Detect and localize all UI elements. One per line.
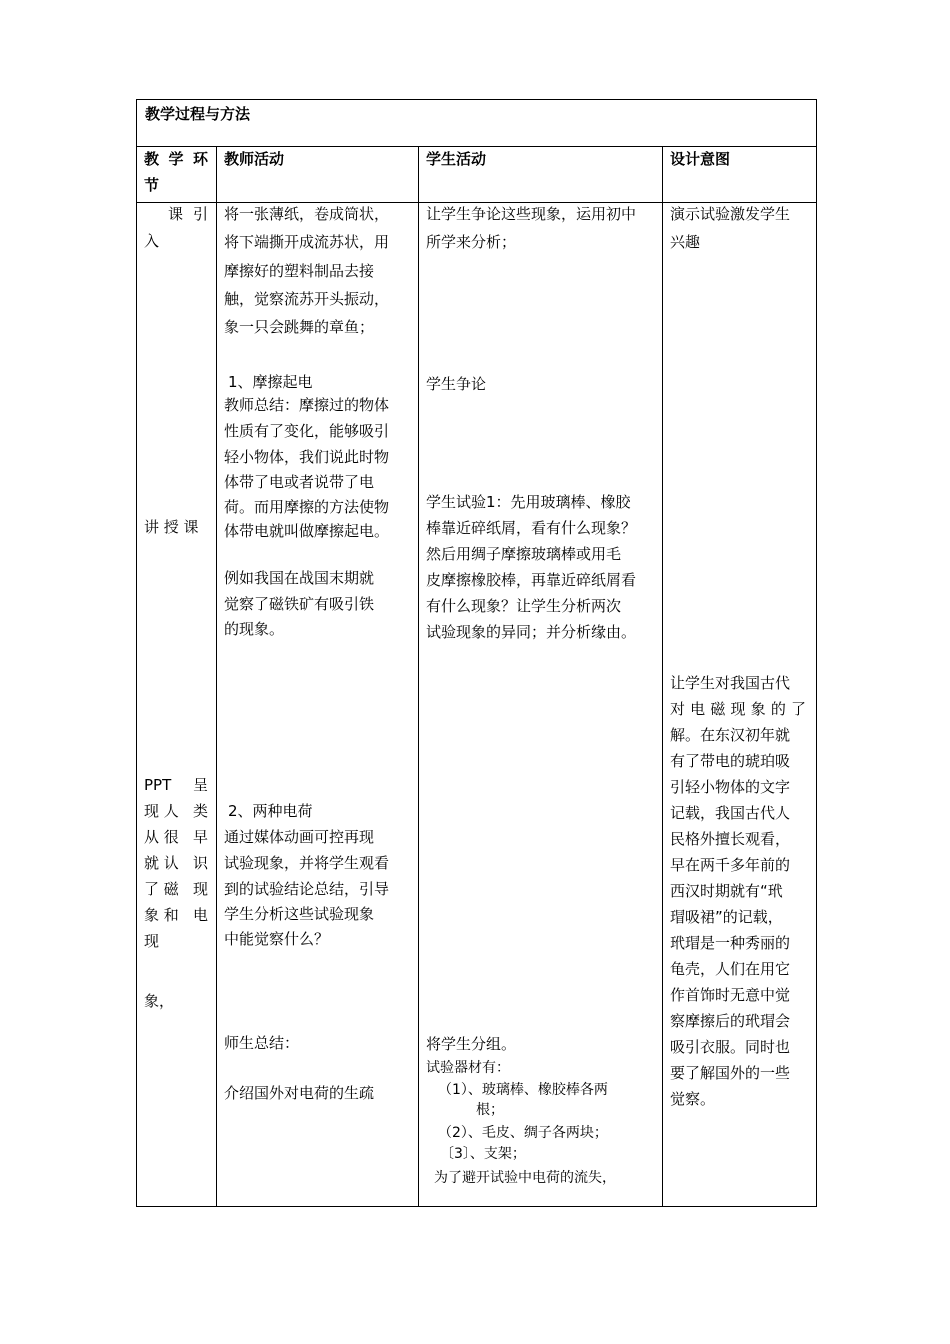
teacher-example-line3: 的现象。 [224,620,285,638]
intent-intro-line1: 演示试验激发学生 [670,205,791,223]
stage-ppt-tail: 象， [144,992,175,1010]
intent-intro-line2: 兴趣 [670,233,701,251]
intent-history-line13: 作首饰时无意中觉 [670,986,791,1004]
teacher-foreign: 介绍国外对电荷的生疏 [224,1084,375,1102]
intent-history-line3: 解。在东汉初年就 [670,726,791,744]
teacher-sec1-line5: 荷。而用摩擦的方法使物 [224,498,390,516]
student-intro-line1: 让学生争论这些现象，运用初中 [426,205,637,223]
student-equip3: 〔3〕、支架； [440,1146,526,1162]
student-exp1-line5: 有什么现象？让学生分析两次 [426,597,622,615]
col-divider-2 [418,146,419,1206]
intent-history-line14: 察摩擦后的玳瑁会 [670,1012,791,1030]
intent-history-line7: 民格外擅长观看， [670,830,791,848]
teacher-sec2-line1: 通过媒体动画可控再现 [224,828,375,846]
header-intent: 设计意图 [670,150,731,168]
student-equip1-line1: （1）、玻璃棒、橡胶棒各两 [438,1082,608,1098]
student-exp1-line4: 皮摩擦橡胶棒，再靠近碎纸屑看 [426,571,637,589]
teacher-example-line2: 觉察了磁铁矿有吸引铁 [224,595,375,613]
stage-ppt-line6: 象和 电 [144,906,208,924]
intent-history-line11: 玳瑁是一种秀丽的 [670,934,791,952]
header-teacher: 教师活动 [224,150,285,168]
teacher-intro-line2: 将下端撕开成流苏状，用 [224,233,390,251]
intent-history-line4: 有了带电的琥珀吸 [670,752,791,770]
student-equip1-line2: 根； [476,1102,504,1118]
teacher-intro-line4: 触，觉察流苏开头振动， [224,290,390,308]
teacher-sec2-title: 2、两种电荷 [228,802,313,820]
teacher-sec1-line2: 性质有了变化，能够吸引 [224,422,390,440]
student-equip2: （2）、毛皮、绸子各两块； [438,1125,608,1141]
teacher-sec1-line4: 体带了电或者说带了电 [224,473,375,491]
student-intro-line2: 所学来分析； [426,233,517,251]
student-group: 将学生分组。 [426,1035,517,1053]
header-stage-line1: 教 学 环 [144,150,208,168]
student-avoid: 为了避开试验中电荷的流失， [434,1170,616,1186]
header-stage-line2: 节 [144,176,160,194]
teacher-summary: 师生总结： [224,1034,300,1052]
intent-history-line8: 早在两千多年前的 [670,856,791,874]
teacher-sec2-line5: 中能觉察什么？ [224,930,330,948]
student-exp1-line2: 棒靠近碎纸屑，看有什么现象？ [426,519,637,537]
stage-ppt-line3: 从很 早 [144,828,208,846]
teacher-sec1-title: 1、摩擦起电 [228,373,313,391]
teacher-intro-line3: 摩擦好的塑料制品去接 [224,262,375,280]
teacher-sec1-line3: 轻小物体，我们说此时物 [224,448,390,466]
intent-history-line9: 西汉时期就有“玳 [670,882,783,900]
stage-ppt-line7: 现 [144,932,160,950]
student-equipment-title: 试验器材有： [426,1060,510,1076]
teacher-sec1-line1: 教师总结：摩擦过的物体 [224,396,390,414]
col-divider-1 [216,146,217,1206]
intent-history-line5: 引轻小物体的文字 [670,778,791,796]
student-exp1-line3: 然后用绸子摩擦玻璃棒或用毛 [426,545,622,563]
intent-history-line16: 要了解国外的一些 [670,1064,791,1082]
stage-intro-line1: 课 引 [168,205,208,223]
header-student: 学生活动 [426,150,487,168]
intent-history-line6: 记载，我国古代人 [670,804,791,822]
intent-history-line10: 瑁吸裙”的记载， [670,908,783,926]
stage-ppt-line4: 就认 识 [144,854,208,872]
teacher-intro-line5: 象一只会跳舞的章鱼； [224,318,375,336]
intent-history-line17: 觉察。 [670,1090,716,1108]
teacher-sec2-line4: 学生分析这些试验现象 [224,905,375,923]
student-exp1-line6: 试验现象的异同；并分析缘由。 [426,623,637,641]
teacher-sec2-line2: 试验现象，并将学生观看 [224,854,390,872]
teacher-intro-line1: 将一张薄纸，卷成筒状， [224,205,390,223]
stage-ppt-line1: PPT 呈 [144,776,208,794]
stage-ppt-line5: 了磁 现 [144,880,208,898]
section-title: 教学过程与方法 [145,105,251,123]
intent-history-line15: 吸引衣服。同时也 [670,1038,791,1056]
teacher-sec1-line6: 体带电就叫做摩擦起电。 [224,522,390,540]
student-exp1-line1: 学生试验1：先用玻璃棒、橡胶 [426,493,631,511]
col-divider-3 [662,146,663,1206]
stage-lecture: 讲 授 课 [144,518,199,536]
teacher-example-line1: 例如我国在战国末期就 [224,569,375,587]
intent-history-line2: 对电磁现象的了 [670,700,806,718]
stage-intro-line2: 入 [144,232,160,250]
student-discuss: 学生争论 [426,375,487,393]
stage-ppt-line2: 现人 类 [144,802,208,820]
teacher-sec2-line3: 到的试验结论总结，引导 [224,880,390,898]
intent-history-line12: 龟壳，人们在用它 [670,960,791,978]
intent-history-line1: 让学生对我国古代 [670,674,791,692]
